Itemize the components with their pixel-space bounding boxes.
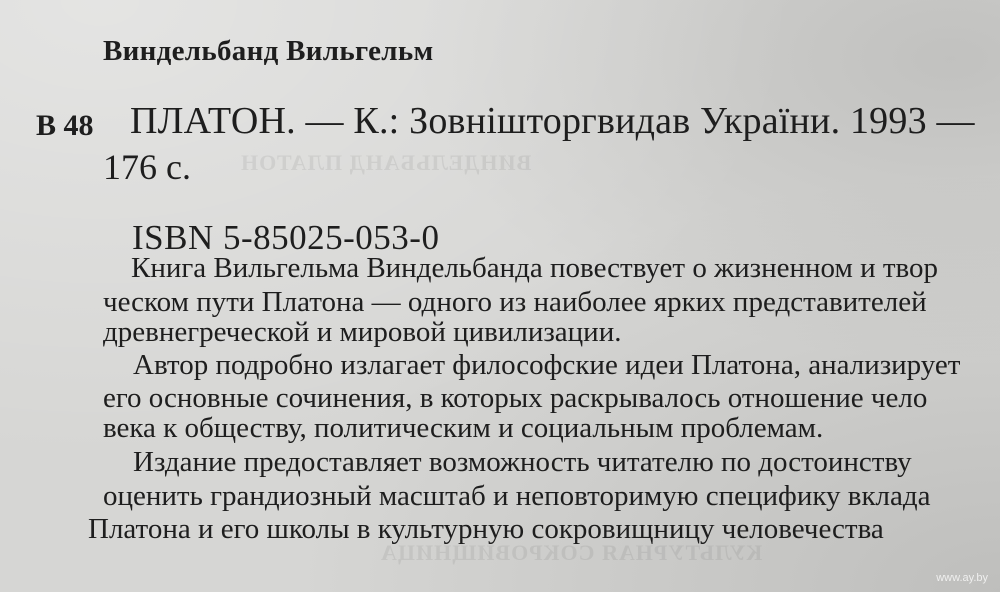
annotation-line: ческом пути Платона — одного из наиболее ярких представителей (103, 286, 927, 318)
annotation-line: древнегреческой и мировой цивилизации. (103, 316, 622, 348)
author-name: Виндельбанд Вильгельм (103, 35, 434, 67)
annotation-line: Издание предоставляет возможность читателю по достоинству (133, 446, 912, 478)
catalog-index: В 48 (36, 109, 94, 142)
show-through-text: ВИНДЕЛЬБАНД ПЛАТОН (240, 150, 532, 175)
annotation-line: века к обществу, политическим и социальным проблемам. (103, 412, 824, 444)
annotation-line: Автор подробно излагает философские идеи Платона, анализирует (133, 349, 961, 381)
annotation-line: Книга Вильгельма Виндельбанда повествует о жизненном и твор (131, 252, 939, 284)
annotation-line: его основные сочинения, в которых раскрывалось отношение чело (103, 382, 928, 414)
page-count: 176 с. (103, 147, 191, 187)
show-through-text: КУЛЬТУРНАЯ СОКРОВИЩНИЦА (380, 540, 763, 565)
isbn: ISBN 5-85025-053-0 (132, 218, 440, 257)
annotation-line: Платона и его школы в культурную сокровищницу человечества (88, 513, 884, 545)
watermark: www.ay.by (936, 572, 988, 584)
annotation-line: оценить грандиозный масштаб и неповторимую специфику вклада (103, 480, 931, 512)
catalog-entry: ПЛАТОН. — К.: Зовнішторгвидав України. 1993 — (130, 100, 975, 142)
